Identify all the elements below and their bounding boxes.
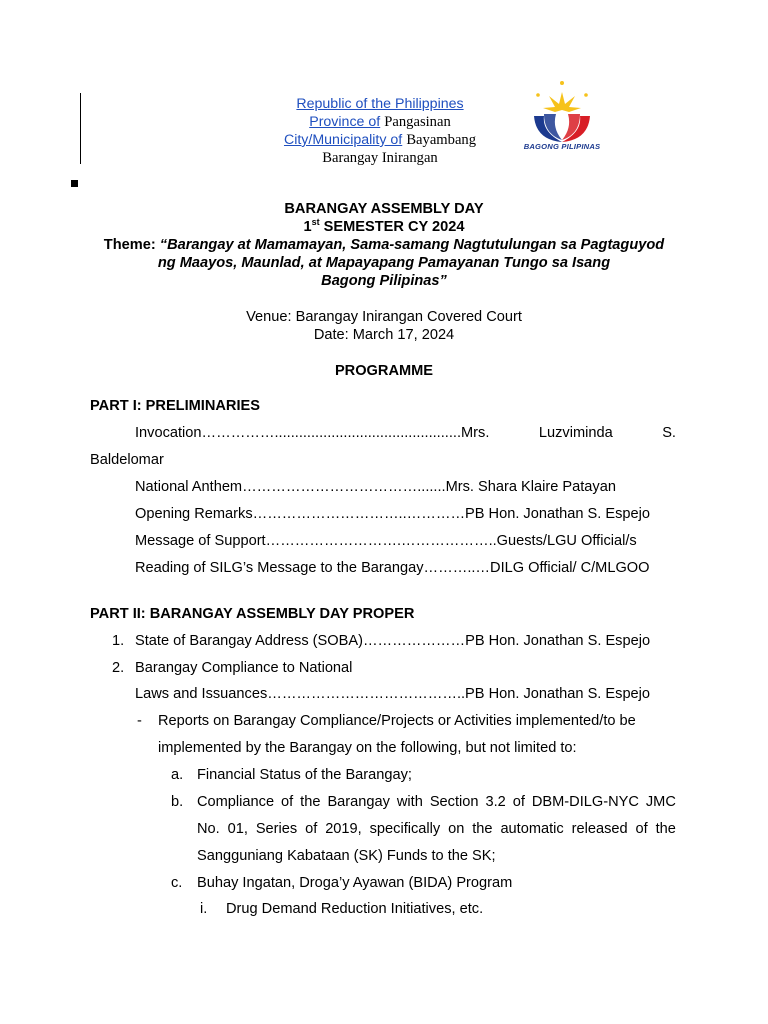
- barangay-name: Barangay Inirangan: [322, 150, 438, 166]
- word: the: [472, 821, 493, 837]
- theme-line-3: Bagong Pilipinas”: [321, 273, 447, 289]
- list-number: 1.: [112, 633, 125, 649]
- city-value: Bayambang: [406, 132, 477, 148]
- sublist-mark: a.: [171, 767, 184, 783]
- square-bullet-mark: [71, 180, 78, 187]
- word: 2019,: [325, 821, 362, 837]
- list-item-soba: State of Barangay Address (SOBA)…………………PB Hon. Jonathan S. Espejo: [135, 633, 651, 649]
- theme-label: Theme:: [103, 237, 156, 253]
- word: No.: [197, 821, 220, 837]
- part1-heading: PART I: PRELIMINARIES: [90, 398, 260, 414]
- sublist-item-compliance-line-2: [197, 820, 676, 838]
- programme-heading: PROGRAMME: [334, 363, 434, 379]
- word: Barangay: [327, 794, 390, 810]
- word: 3.2: [485, 794, 506, 810]
- letterhead: [250, 95, 510, 167]
- word: JMC: [645, 794, 676, 810]
- reports-line-1: Reports on Barangay Compliance/Projects or Activities implemented/to be: [158, 713, 636, 729]
- word: the: [655, 821, 676, 837]
- theme-text-1: “Barangay at Mamamayan, Sama-samang Nagtutulungan sa Pagtaguyod: [159, 237, 665, 253]
- word: automatic: [500, 821, 564, 837]
- word: of: [281, 794, 294, 810]
- word: specifically: [369, 821, 441, 837]
- invocation-word: Invocation……………..............................................Mrs.: [135, 425, 490, 441]
- word: Section: [429, 794, 479, 810]
- sublist-item-bida: Buhay Ingatan, Droga’y Ayawan (BIDA) Program: [197, 875, 513, 891]
- word: DBM-DILG-NYC: [531, 794, 639, 810]
- semester-number: 1: [303, 219, 312, 235]
- venue-text: Venue: Barangay Inirangan Covered Court: [246, 309, 522, 325]
- word: released: [571, 821, 628, 837]
- province-label: Province of: [309, 114, 381, 130]
- event-title-block: [0, 200, 768, 290]
- programme-item-anthem: National Anthem……………………………….......Mrs. Shara Klaire Patayan: [135, 479, 616, 495]
- semester-rest: SEMESTER CY 2024: [319, 219, 465, 235]
- word: with: [396, 794, 423, 810]
- venue-date-block: [0, 308, 768, 344]
- list-number: 2.: [112, 660, 125, 676]
- invocation-word: S.: [662, 425, 676, 441]
- word: Series: [255, 821, 298, 837]
- theme-line-1: [0, 236, 768, 254]
- event-title: BARANGAY ASSEMBLY DAY: [284, 201, 484, 217]
- programme-item-opening: Opening Remarks…………………………..…………PB Hon. Jonathan S. Espejo: [135, 506, 651, 522]
- sublist-item-financial: Financial Status of the Barangay;: [197, 767, 412, 783]
- part2-heading: PART II: BARANGAY ASSEMBLY DAY PROPER: [90, 606, 415, 622]
- word: of: [305, 821, 318, 837]
- roman-mark: i.: [200, 901, 208, 917]
- programme-item-silg: Reading of SILG’s Message to the Barangay………..…DILG Official/ C/MLGOO: [135, 560, 650, 576]
- logo-caption: BAGONG PILIPINAS: [523, 142, 601, 151]
- sublist-mark: b.: [171, 794, 184, 810]
- invocation-word: Luzviminda: [538, 425, 613, 441]
- republic-text: Republic of the Philippines: [296, 96, 464, 112]
- reports-line-2: implemented by the Barangay on the following, but not limited to:: [158, 740, 577, 756]
- word: 01,: [227, 821, 248, 837]
- sublist-item-compliance-line-1: [197, 793, 676, 811]
- city-label: City/Municipality of: [283, 132, 403, 148]
- invocation-line: [135, 424, 676, 442]
- sublist-item-compliance-line-3: Sangguniang Kabataan (SK) Funds to the SK;: [197, 848, 496, 864]
- word: Compliance: [197, 794, 275, 810]
- word: of: [635, 821, 648, 837]
- word: on: [448, 821, 465, 837]
- semester-suffix: st: [311, 217, 320, 228]
- province-value: Pangasinan: [384, 114, 451, 130]
- semester-line: [0, 218, 768, 236]
- roman-item-drug-demand: Drug Demand Reduction Initiatives, etc.: [226, 901, 484, 917]
- margin-vertical-line: [80, 93, 81, 164]
- programme-item-support: Message of Support……………………….………………..Guests/LGU Official/s: [135, 533, 637, 549]
- word: the: [300, 794, 321, 810]
- invocation-continuation: Baldelomar: [90, 452, 164, 468]
- list-item-compliance-cont: Laws and Issuances…………………………………..PB Hon. Jonathan S. Espejo: [135, 686, 651, 702]
- list-item-compliance: Barangay Compliance to National: [135, 660, 353, 676]
- dash-mark: -: [137, 713, 142, 729]
- word: of: [512, 794, 525, 810]
- theme-line-2: ng Maayos, Maunlad, at Mapayapang Pamayanan Tungo sa Isang: [157, 255, 611, 271]
- date-text: Date: March 17, 2024: [313, 327, 455, 343]
- sublist-mark: c.: [171, 875, 183, 891]
